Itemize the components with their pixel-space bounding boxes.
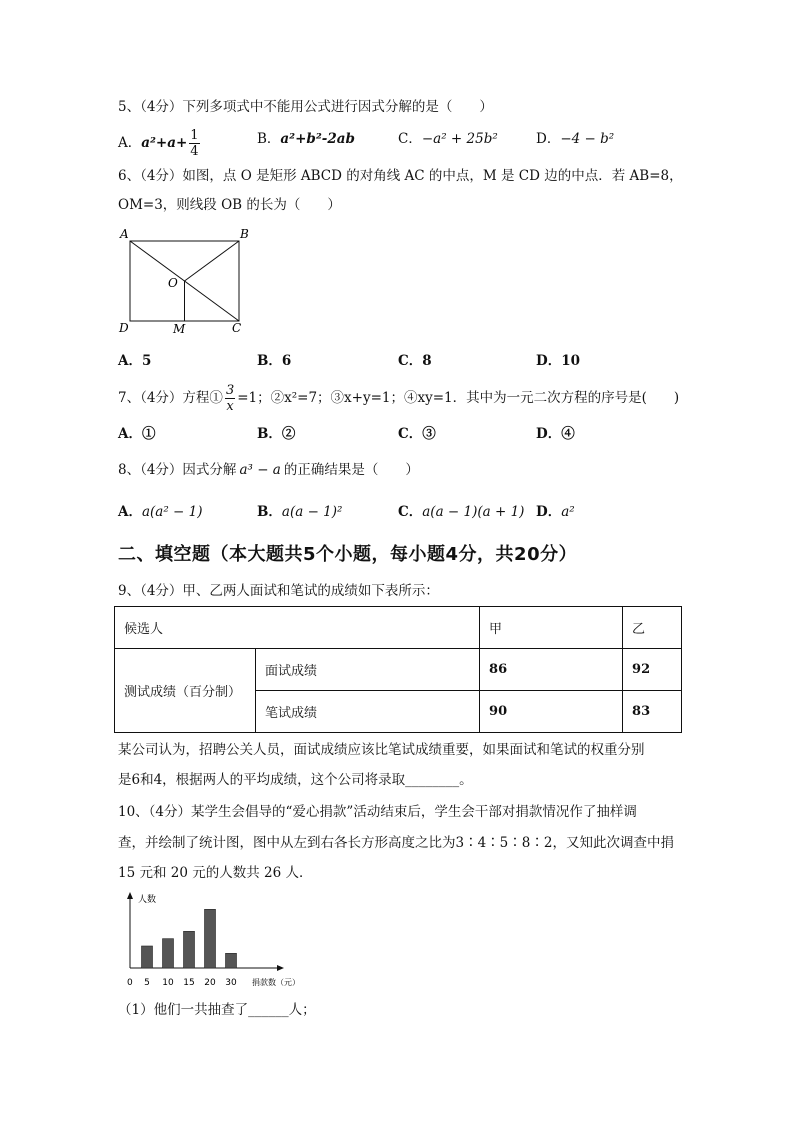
origin-label: 0: [127, 978, 133, 988]
q10-sub1: （1）他们一共抽查了______人；: [118, 1002, 316, 1018]
bar-20: [205, 909, 216, 968]
cell-a: 86: [480, 649, 623, 691]
q9-stem: 9、（4分）甲、乙两人面试和笔试的成绩如下表所示：: [118, 583, 439, 599]
q7-option-c: C．③: [398, 426, 436, 442]
table-row: [115, 649, 682, 691]
q6-rectangle-figure: [112, 224, 257, 339]
x-tick-label: 20: [204, 978, 216, 988]
q5-option-d: D．−4 − b²: [536, 131, 615, 147]
row-name: 笔试成绩: [256, 691, 480, 733]
q6-option-a: A．5: [118, 353, 152, 369]
table-header-row: [115, 607, 682, 649]
cell-b: 92: [623, 649, 682, 691]
q5-option-c: C．−a² + 25b²: [398, 131, 498, 147]
q8-option-d: D．a²: [536, 504, 575, 520]
header-col-b: 乙: [623, 607, 682, 649]
q8-option-b: B．a(a − 1)²: [257, 504, 343, 520]
q5-option-a: A．a²+a+ $\frac{1}{4}$: [118, 128, 199, 159]
header-col-a: 甲: [480, 607, 623, 649]
q8-stem: 8、（4分）因式分解 a³ − a 的正确结果是（ ）: [118, 462, 419, 478]
label-c: C: [232, 321, 242, 335]
y-axis-arrow: [127, 892, 133, 899]
bar-5: [142, 946, 153, 968]
row-name: 面试成绩: [256, 649, 480, 691]
q7-option-a: A．①: [118, 426, 156, 442]
label-o: O: [168, 276, 178, 290]
header-candidate: 候选人: [115, 607, 480, 649]
q6-option-c: C．8: [398, 353, 432, 369]
label-m: M: [173, 322, 186, 336]
q7-option-b: B．②: [257, 426, 296, 442]
cell-a: 90: [480, 691, 623, 733]
bar-15: [184, 931, 195, 968]
q10-line1: 10、（4分）某学生会倡导的“爱心捐款”活动结束后，学生会干部对捐款情况作了抽样调: [118, 804, 637, 820]
q6-stem-line1: 6、（4分）如图，点 O 是矩形 ABCD 的对角线 AC 的中点，M 是 CD 边的中点．若 AB=8，: [118, 168, 683, 184]
donation-bar-chart: [112, 888, 300, 993]
q8-option-c: C．a(a − 1)(a + 1): [398, 504, 525, 520]
q7-stem: 7、（4分）方程① $\frac{3}{x}$ =1；②x²=7；③x+y=1；④xy=1．其中为一元二次方程的序号是( ): [118, 383, 680, 414]
bar-30: [226, 953, 237, 968]
q9-text-line1: 某公司认为，招聘公关人员，面试成绩应该比笔试成绩重要，如果面试和笔试的权重分别: [118, 742, 645, 758]
q6-option-d: D．10: [536, 353, 580, 369]
x-axis-label: 捐款数（元）: [252, 978, 300, 987]
x-tick-label: 15: [183, 978, 195, 988]
q5-option-b: B．a²+b²-2ab: [257, 131, 355, 147]
x-tick-label: 10: [162, 978, 174, 988]
x-axis-arrow: [277, 965, 284, 971]
label-d: D: [119, 321, 129, 335]
q8-option-a: A．a(a² − 1): [118, 504, 203, 520]
q5-stem: 5、（4分）下列多项式中不能用公式进行因式分解的是（ ）: [118, 99, 493, 115]
q6-option-b: B．6: [257, 353, 292, 369]
q5-fraction: $\frac{1}{4}$: [190, 128, 199, 159]
y-axis-label: 人数: [138, 895, 157, 905]
q6-stem-line2: OM=3，则线段 OB 的长为（ ）: [118, 197, 341, 213]
x-tick-label: 30: [225, 978, 237, 988]
x-tick-label: 5: [144, 978, 150, 988]
q7-fraction: $\frac{3}{x}$: [225, 383, 235, 414]
group-label: 测试成绩（百分制）: [115, 649, 256, 733]
label-a: A: [120, 227, 129, 241]
q7-option-d: D．④: [536, 426, 575, 442]
bar-10: [163, 939, 174, 968]
section-heading: 二、填空题（本大题共5个小题，每小题4分，共20分）: [118, 544, 578, 565]
segment-ob: [185, 241, 240, 281]
score-table: [114, 606, 682, 733]
label-b: B: [240, 227, 249, 241]
q10-line3: 15 元和 20 元的人数共 26 人．: [118, 865, 313, 881]
q9-text-line2: 是6和4，根据两人的平均成绩，这个公司将录取________。: [118, 772, 473, 788]
q10-line2: 查，并绘制了统计图，图中从左到右各长方形高度之比为3∶4∶5∶8∶2，又知此次调查中捐: [118, 835, 674, 851]
cell-b: 83: [623, 691, 682, 733]
